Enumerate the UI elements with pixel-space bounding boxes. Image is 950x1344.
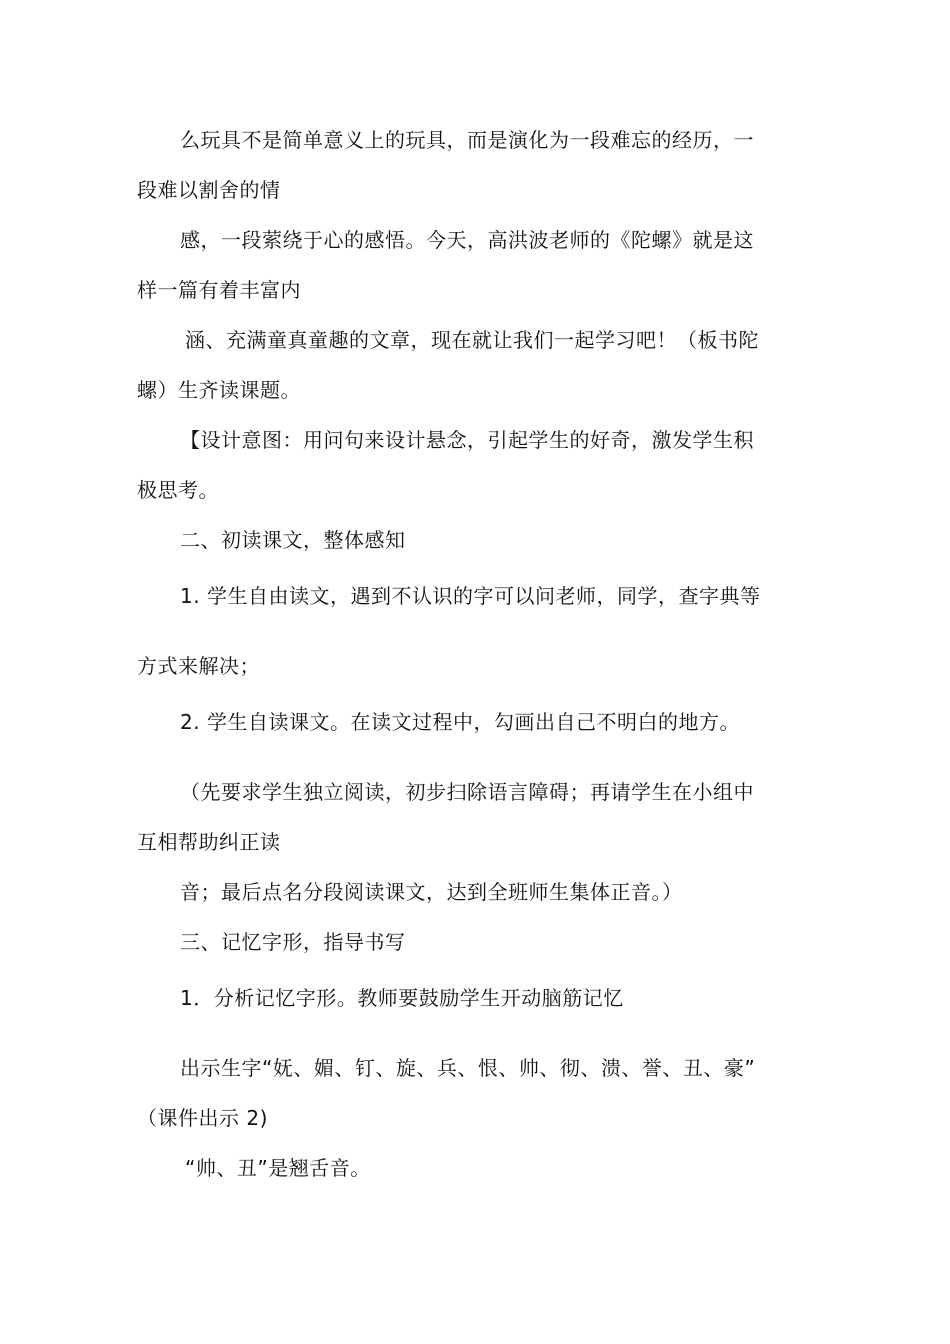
text-line: （课件出示 2): [137, 1106, 268, 1130]
text-line: 样一篇有着丰富内: [137, 278, 301, 302]
text-line: 涵、充满童真童趣的文章，现在就让我们一起学习吧！（板书陀: [185, 328, 759, 352]
text-line: 方式来解决；: [137, 654, 260, 678]
list-item: 1. 学生自由读文，遇到不认识的字可以问老师，同学，查字典等: [180, 584, 761, 608]
text-line: 段难以割舍的情: [137, 178, 281, 202]
text-line: 【设计意图：用问句来设计悬念，引起学生的好奇，激发学生积: [180, 428, 754, 452]
text-line: “帅、丑”是翘舌音。: [185, 1156, 371, 1180]
text-line: 互相帮助纠正读: [137, 830, 281, 854]
text-line: 极思考。: [137, 478, 219, 502]
text-line: 音；最后点名分段阅读课文，达到全班师生集体正音。）: [180, 880, 683, 904]
text-line: 感，一段萦绕于心的感悟。今天，高洪波老师的《陀螺》就是这: [180, 228, 754, 252]
section-heading: 二、初读课文，整体感知: [180, 528, 406, 552]
list-item: 2. 学生自读课文。在读文过程中，勾画出自己不明白的地方。: [180, 710, 740, 734]
text-line: （先要求学生独立阅读，初步扫除语言障碍；再请学生在小组中: [180, 780, 754, 804]
text-line: 出示生字“妩、媚、钉、旋、兵、恨、帅、彻、溃、誉、丑、豪”: [180, 1056, 756, 1080]
text-line: 么玩具不是简单意义上的玩具，而是演化为一段难忘的经历，一: [180, 128, 754, 152]
section-heading: 三、记忆字形，指导书写: [180, 930, 406, 954]
list-item: 1．分析记忆字形。教师要鼓励学生开动脑筋记忆: [180, 986, 624, 1010]
text-line: 螺）生齐读课题。: [137, 378, 301, 402]
